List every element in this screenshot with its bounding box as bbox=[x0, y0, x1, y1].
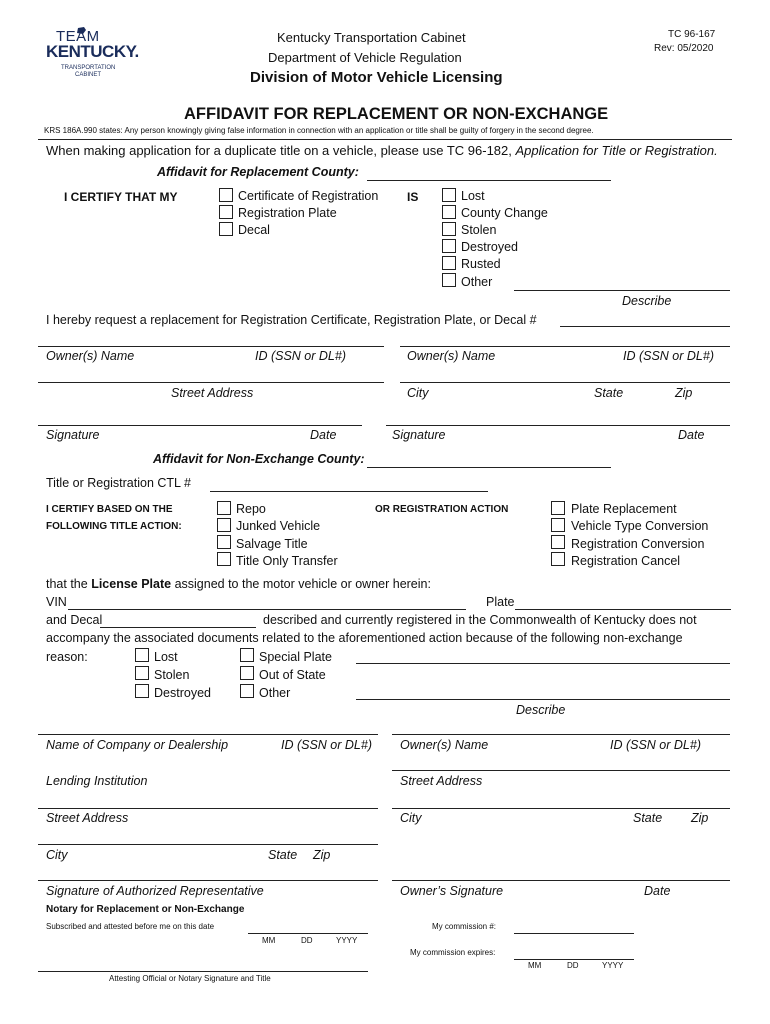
registration-cancel-checkbox[interactable] bbox=[551, 552, 565, 566]
repo-checkbox[interactable] bbox=[217, 501, 231, 515]
form-number: TC 96-167 bbox=[668, 29, 716, 40]
reason-stolen-checkbox[interactable] bbox=[135, 666, 149, 680]
kentucky-logo bbox=[44, 26, 139, 82]
vin-label: VIN bbox=[46, 595, 67, 609]
street-label: Street Address bbox=[46, 811, 129, 825]
yyyy-label: YYYY bbox=[602, 961, 624, 970]
rusted-checkbox[interactable] bbox=[442, 256, 456, 270]
title-only-transfer-checkbox[interactable] bbox=[217, 552, 231, 566]
vehicle-type-conversion-checkbox[interactable] bbox=[551, 518, 565, 532]
owner1-field[interactable] bbox=[38, 346, 384, 347]
decal-label: and Decal bbox=[46, 613, 103, 627]
license-plate-statement bbox=[46, 578, 431, 591]
commission-field[interactable] bbox=[514, 933, 634, 934]
reason-label: Destroyed bbox=[154, 686, 211, 700]
city-state-zip-field[interactable] bbox=[400, 382, 730, 383]
commission-expires-field[interactable] bbox=[514, 959, 634, 960]
owner-field[interactable] bbox=[392, 734, 730, 735]
owner-street-field-top[interactable] bbox=[392, 770, 730, 771]
street-label: Street Address bbox=[400, 774, 483, 788]
owner-name-label: Owner(s) Name bbox=[46, 349, 135, 363]
registration-plate-checkbox[interactable] bbox=[219, 205, 233, 219]
signature1-field[interactable] bbox=[38, 425, 362, 426]
described-text: described and currently registered in the Commonwealth of Kentucky does not bbox=[263, 613, 697, 627]
signature-label: Signature bbox=[392, 428, 446, 442]
other-describe-field[interactable] bbox=[514, 290, 730, 291]
certify-label: I CERTIFY THAT MY bbox=[64, 190, 178, 204]
plate-label: Plate bbox=[486, 595, 515, 609]
attesting-label: Attesting Official or Notary Signature and Title bbox=[109, 974, 271, 983]
mm-label: MM bbox=[528, 961, 542, 970]
plate-text-a: that the bbox=[46, 577, 92, 591]
reg-action-label: Registration Conversion bbox=[571, 537, 705, 551]
plate-text-b: License Plate bbox=[91, 577, 172, 591]
signature2-field[interactable] bbox=[386, 425, 730, 426]
city-label: City bbox=[400, 811, 422, 825]
decal-checkbox[interactable] bbox=[219, 222, 233, 236]
reason-label: Out of State bbox=[259, 668, 326, 682]
describe-label: Describe bbox=[516, 703, 566, 717]
reg-action-label: Plate Replacement bbox=[571, 502, 677, 516]
county-change-checkbox[interactable] bbox=[442, 205, 456, 219]
lending-street-field[interactable] bbox=[38, 808, 378, 809]
owner2-field[interactable] bbox=[400, 346, 730, 347]
reason-describe-field-1[interactable] bbox=[356, 663, 730, 664]
reason-label: Stolen bbox=[154, 668, 190, 682]
logo-kentucky: KENTUCKY. bbox=[46, 42, 139, 61]
owner-label: Owner(s) Name bbox=[400, 738, 489, 752]
notary-date-field[interactable] bbox=[248, 933, 368, 934]
nonexchange-county-label: Affidavit for Non-Exchange County: bbox=[153, 452, 365, 466]
action-label: Repo bbox=[236, 502, 266, 516]
certify-based-label-2: FOLLOWING TITLE ACTION: bbox=[46, 521, 182, 532]
state-label: State bbox=[633, 811, 663, 825]
street-field[interactable] bbox=[38, 382, 384, 383]
nonexchange-county-field[interactable] bbox=[367, 467, 611, 468]
plate-replacement-checkbox[interactable] bbox=[551, 501, 565, 515]
reason-other-checkbox[interactable] bbox=[240, 684, 254, 698]
notary-title: Notary for Replacement or Non-Exchange bbox=[46, 904, 245, 915]
logo-sub1: TRANSPORTATION bbox=[61, 65, 116, 71]
reg-action-label: Registration Cancel bbox=[571, 554, 681, 568]
replacement-request-text: I hereby request a replacement for Registration Certificate, Registration Plate, or Decal # bbox=[46, 313, 537, 327]
or-registration-label: OR REGISTRATION ACTION bbox=[375, 504, 509, 515]
zip-label: Zip bbox=[691, 811, 709, 825]
status-label: Stolen bbox=[461, 223, 497, 237]
status-label: County Change bbox=[461, 206, 548, 220]
reason-destroyed-checkbox[interactable] bbox=[135, 684, 149, 698]
date-label: Date bbox=[678, 428, 705, 442]
id-label: ID (SSN or DL#) bbox=[623, 349, 714, 363]
commission-expires-label: My commission expires: bbox=[410, 948, 496, 957]
yyyy-label: YYYY bbox=[336, 936, 358, 945]
replacement-county-label: Affidavit for Replacement County: bbox=[157, 165, 359, 179]
decal-field[interactable] bbox=[100, 627, 256, 628]
duplicate-note-text: When making application for a duplicate title on a vehicle, please use TC 96-182, bbox=[46, 143, 516, 158]
department-name: Department of Vehicle Regulation bbox=[268, 50, 462, 65]
action-label: Title Only Transfer bbox=[236, 554, 338, 568]
id-label: ID (SSN or DL#) bbox=[610, 738, 701, 752]
status-label: Other bbox=[461, 275, 493, 289]
id-label: ID (SSN or DL#) bbox=[255, 349, 346, 363]
company-field[interactable] bbox=[38, 734, 378, 735]
reason-label: Other bbox=[259, 686, 291, 700]
page-title: AFFIDAVIT FOR REPLACEMENT OR NON-EXCHANGE bbox=[184, 105, 609, 123]
decal-number-field[interactable] bbox=[560, 326, 730, 327]
mm-label: MM bbox=[262, 936, 276, 945]
certify-based-label: I CERTIFY BASED ON THE bbox=[46, 504, 173, 515]
is-label: IS bbox=[407, 190, 419, 204]
reg-action-label: Vehicle Type Conversion bbox=[571, 519, 709, 533]
plate-text-c: assigned to the motor vehicle or owner herein: bbox=[171, 577, 431, 591]
state-label: State bbox=[594, 386, 624, 400]
rep-signature-field[interactable] bbox=[38, 880, 378, 881]
zip-label: Zip bbox=[675, 386, 693, 400]
logo-sub2: CABINET bbox=[75, 72, 102, 78]
lending-city-field[interactable] bbox=[38, 844, 378, 845]
city-label: City bbox=[407, 386, 429, 400]
company-label: Name of Company or Dealership bbox=[46, 738, 229, 752]
zip-label: Zip bbox=[313, 848, 331, 862]
registration-conversion-checkbox[interactable] bbox=[551, 535, 565, 549]
attesting-signature-field[interactable] bbox=[38, 971, 368, 972]
logo-team: TEAM bbox=[56, 28, 100, 45]
city-label: City bbox=[46, 848, 68, 862]
reason-describe-field-2[interactable] bbox=[356, 699, 730, 700]
agency-name: Kentucky Transportation Cabinet bbox=[277, 30, 466, 45]
plate-field[interactable] bbox=[515, 609, 731, 610]
reason-label: Lost bbox=[154, 650, 178, 664]
replacement-county-field[interactable] bbox=[367, 180, 611, 181]
ctl-label: Title or Registration CTL # bbox=[46, 476, 191, 490]
dd-label: DD bbox=[567, 961, 579, 970]
owner-city-field[interactable] bbox=[392, 808, 730, 809]
krs-statement: KRS 186A.990 states: Any person knowingly giving false information in connection with an application or title shall be guilty of forgery in the second degree. bbox=[44, 126, 594, 135]
signature-label: Signature bbox=[46, 428, 100, 442]
salvage-title-checkbox[interactable] bbox=[217, 535, 231, 549]
duplicate-note-form: Application for Title or Registration. bbox=[515, 143, 718, 158]
dd-label: DD bbox=[301, 936, 313, 945]
owner-name-label: Owner(s) Name bbox=[407, 349, 496, 363]
accompany-text: accompany the associated documents related to the aforementioned action because of the following non-exchange bbox=[46, 631, 683, 645]
item-label: Registration Plate bbox=[238, 206, 337, 220]
state-label: State bbox=[268, 848, 298, 862]
junked-vehicle-checkbox[interactable] bbox=[217, 518, 231, 532]
owner-signature-field[interactable] bbox=[392, 880, 730, 881]
street-label: Street Address bbox=[171, 386, 254, 400]
ctl-field[interactable] bbox=[210, 491, 488, 492]
lending-label: Lending Institution bbox=[46, 774, 148, 788]
subscribed-label: Subscribed and attested before me on this date bbox=[46, 922, 215, 931]
action-label: Salvage Title bbox=[236, 537, 308, 551]
status-label: Rusted bbox=[461, 257, 501, 271]
reason-label: reason: bbox=[46, 650, 88, 664]
reason-special-plate-checkbox[interactable] bbox=[240, 648, 254, 662]
stolen-checkbox[interactable] bbox=[442, 222, 456, 236]
rep-signature-label: Signature of Authorized Representative bbox=[46, 884, 264, 898]
owner-signature-label: Owner’s Signature bbox=[400, 884, 504, 898]
form-revision: Rev: 05/2020 bbox=[654, 43, 714, 54]
lost-checkbox[interactable] bbox=[442, 188, 456, 202]
division-name: Division of Motor Vehicle Licensing bbox=[250, 69, 503, 86]
vin-field[interactable] bbox=[68, 609, 466, 610]
action-label: Junked Vehicle bbox=[236, 519, 321, 533]
id-label: ID (SSN or DL#) bbox=[281, 738, 372, 752]
reason-lost-checkbox[interactable] bbox=[135, 648, 149, 662]
destroyed-checkbox[interactable] bbox=[442, 239, 456, 253]
date-label: Date bbox=[644, 884, 671, 898]
date-label: Date bbox=[310, 428, 337, 442]
certificate-of-registration-checkbox[interactable] bbox=[219, 188, 233, 202]
reason-out-of-state-checkbox[interactable] bbox=[240, 666, 254, 680]
status-label: Destroyed bbox=[461, 240, 518, 254]
item-label: Certificate of Registration bbox=[238, 189, 379, 203]
status-label: Lost bbox=[461, 189, 485, 203]
commission-label: My commission #: bbox=[432, 922, 497, 931]
describe-label: Describe bbox=[622, 294, 672, 308]
item-label: Decal bbox=[238, 223, 270, 237]
duplicate-note bbox=[46, 144, 718, 157]
reason-label: Special Plate bbox=[259, 650, 332, 664]
divider bbox=[38, 139, 732, 140]
other-checkbox[interactable] bbox=[442, 273, 456, 287]
